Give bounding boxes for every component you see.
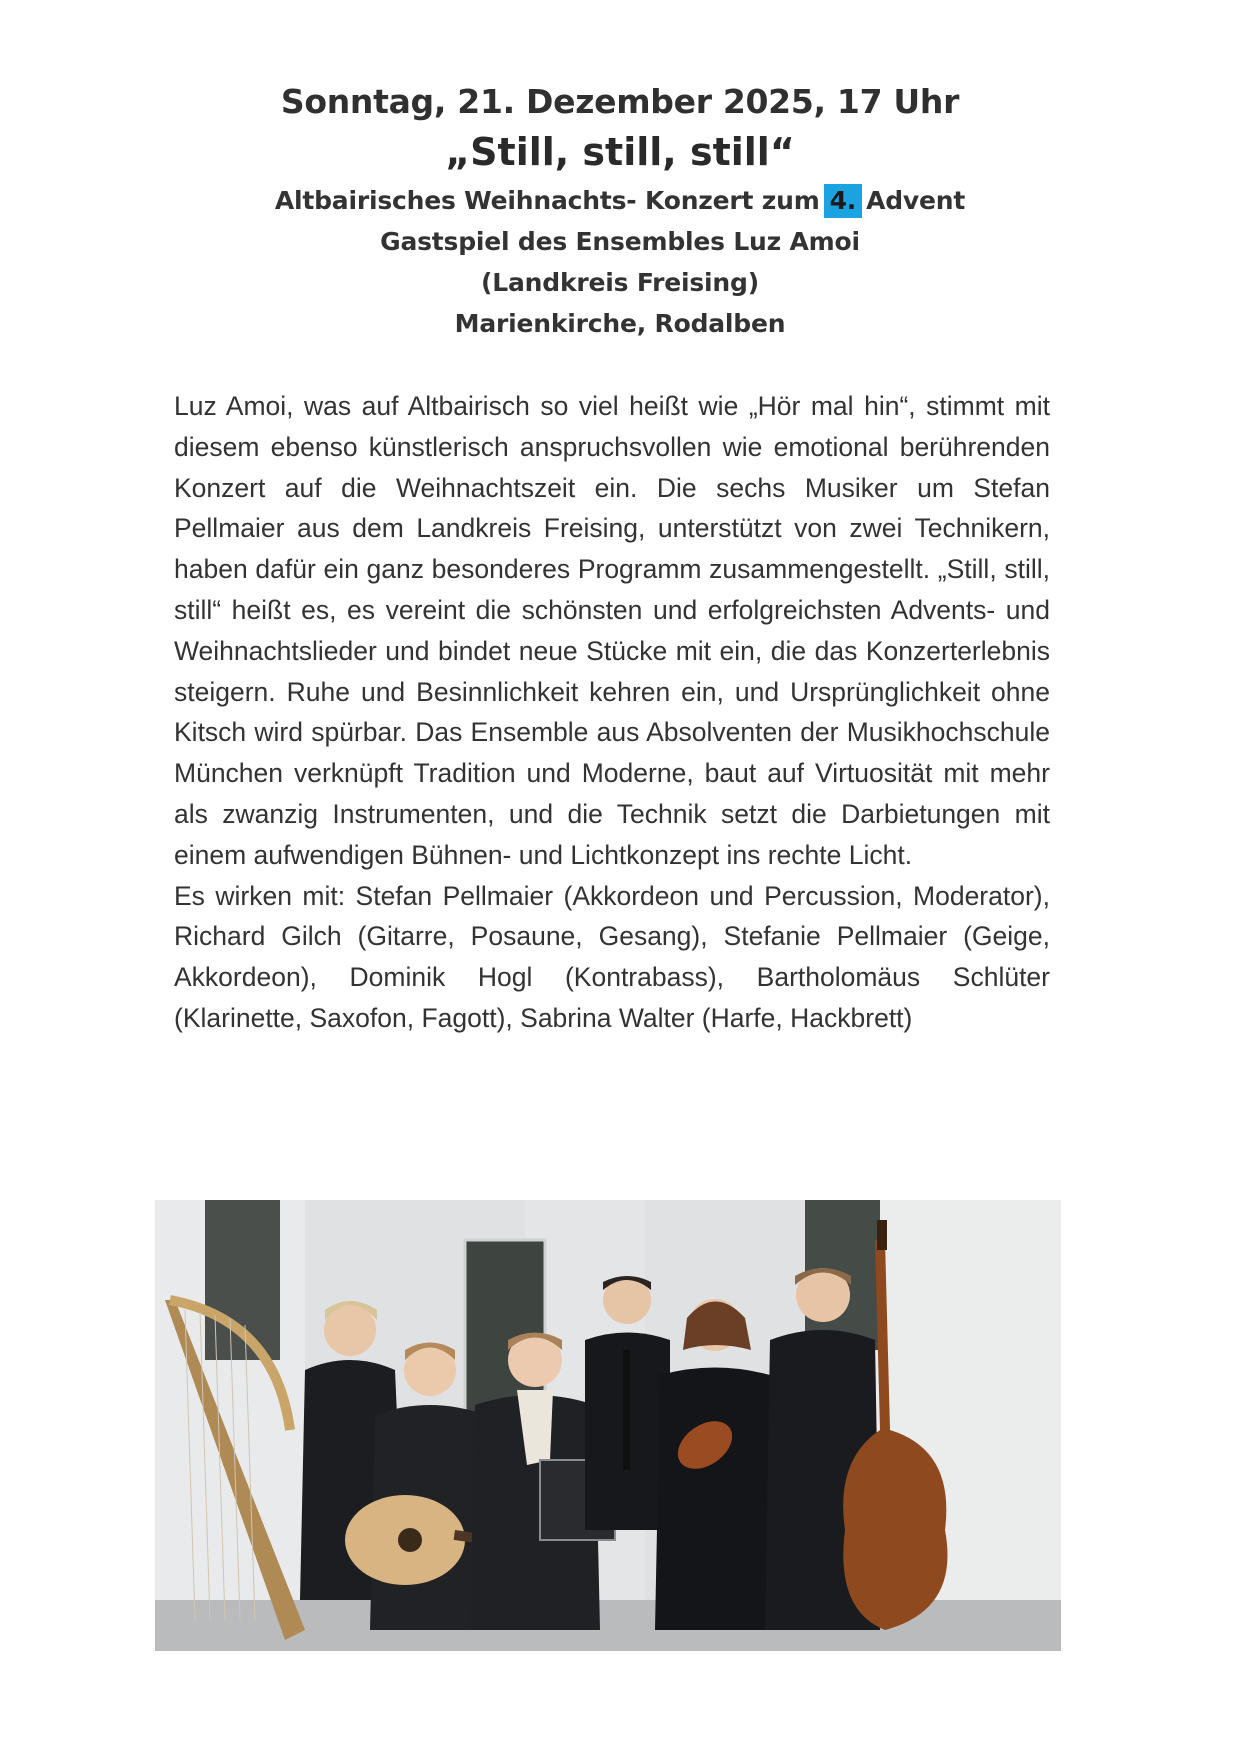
concert-subtitle	[0, 180, 1240, 221]
guest-ensemble: Gastspiel des Ensembles Luz Amoi	[380, 227, 860, 256]
concert-header	[0, 80, 1240, 344]
highlighted-advent-number: 4.	[824, 184, 863, 218]
article-body	[174, 386, 1050, 1039]
venue: Marienkirche, Rodalben	[454, 309, 786, 338]
concert-date: Sonntag, 21. Dezember 2025, 17 Uhr	[280, 82, 960, 121]
concert-title: „Still, still, still“	[445, 130, 795, 174]
description-paragraph: Luz Amoi, was auf Altbairisch so viel heißt wie „Hör mal hin“, stimmt mit diesem ebenso künstlerisch anspruchsvollen wie emotional berührenden Konzert auf die Weihnachtszeit ein. Die sechs Musiker um Stefan Pellmaier aus dem Landkreis Freising, unterstützt von zwei Technikern, haben dafür ein ganz besonderes Programm zusammengestellt. „Still, still, still“ heißt es, es vereint die schönsten und erfolgreichsten Advents- und Weihnachtslieder und bindet neue Stücke mit ein, die das Konzerterlebnis steigern. Ruhe und Besinnlichkeit kehren ein, und Ursprünglichkeit ohne Kitsch wird spürbar. Das Ensemble aus Absolventen der Musikhochschule München verknüpft Tradition und Moderne, baut auf Virtuosität mit mehr als zwanzig Instrumenten, und die Technik setzt die Darbietungen mit einem aufwendigen Bühnen- und Lichtkonzept ins rechte Licht.	[174, 391, 1050, 870]
ensemble-photo	[155, 1200, 1061, 1651]
subtitle-advent: Advent	[866, 186, 966, 215]
ensemble-photo-illustration	[155, 1200, 1061, 1651]
ensemble-region: (Landkreis Freising)	[481, 268, 759, 297]
musicians-paragraph: Es wirken mit: Stefan Pellmaier (Akkordeon und Percussion, Moderator), Richard Gilch (Gitarre, Posaune, Gesang), Stefanie Pellmaier (Geige, Akkordeon), Dominik Hogl (Kontrabass), Bartholomäus Schlüter (Klarinette, Saxofon, Fagott), Sabrina Walter (Harfe, Hackbrett)	[174, 880, 1050, 1033]
subtitle-text: Altbairisches Weihnachts- Konzert zum	[274, 186, 820, 215]
